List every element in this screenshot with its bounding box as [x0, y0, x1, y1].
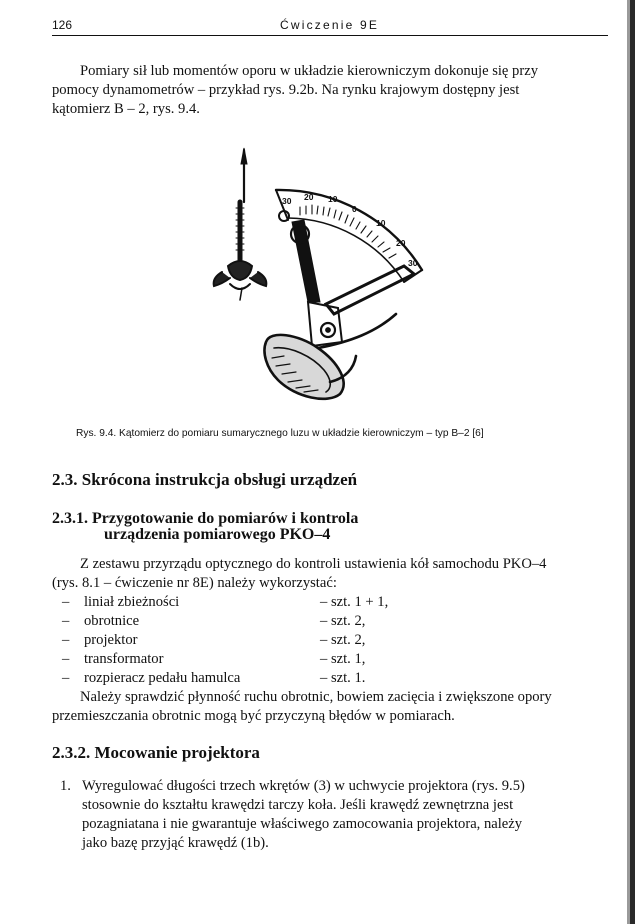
running-title: Ćwiczenie 9E	[280, 18, 380, 32]
section-heading-2-3-2: 2.3.2. Mocowanie projektora	[52, 743, 260, 762]
item-qty: – szt. 1 + 1,	[320, 594, 389, 610]
item-name: rozpieracz pedału hamulca	[84, 670, 241, 686]
figure-caption: Rys. 9.4. Kątomierz do pomiaru sumarycznego luzu w układzie kierowniczym – typ B–2 [6]	[76, 428, 484, 439]
equipment-outro-line: przemieszczania obrotnic mogą być przyczyną błędów w pomiarach.	[52, 708, 455, 724]
item-qty: – szt. 1,	[320, 651, 366, 667]
step-line: jako bazę przyjąć krawędź (1b).	[82, 835, 269, 851]
equipment-intro-line: (rys. 8.1 – ćwiczenie nr 8E) należy wykorzystać:	[52, 575, 337, 591]
list-item	[62, 631, 512, 650]
equipment-list	[62, 593, 512, 688]
scale-label: 30	[408, 258, 418, 268]
equipment-intro	[52, 555, 624, 593]
item-name: liniał zbieżności	[84, 594, 180, 610]
list-item	[62, 593, 512, 612]
clamp-jaws	[214, 261, 267, 286]
page-number: 126	[52, 18, 73, 32]
step-number: 1.	[60, 778, 71, 794]
list-item	[62, 650, 512, 669]
running-header	[52, 18, 604, 36]
section-heading-2-3: 2.3. Skrócona instrukcja obsługi urządzeń	[52, 470, 358, 489]
arm-right	[326, 266, 414, 314]
item-qty: – szt. 2,	[320, 632, 366, 648]
item-name: obrotnice	[84, 613, 140, 629]
equipment-intro-line: Z zestawu przyrządu optycznego do kontroli ustawienia kół samochodu PKO–4	[80, 556, 547, 572]
clamp-lower	[230, 284, 250, 289]
item-name: projektor	[84, 632, 138, 648]
hub-bolt-center	[326, 328, 331, 333]
scale-label: 10	[376, 218, 386, 228]
scale-label: 10	[328, 194, 338, 204]
intro-line: Pomiary sił lub momentów oporu w układzie kierowniczym dokonuje się przy	[80, 63, 538, 79]
equipment-outro-line: Należy sprawdzić płynność ruchu obrotnic, bowiem zacięcia i zwiększone opory	[80, 689, 552, 705]
scale-label: 0	[352, 204, 357, 214]
list-dash: –	[62, 632, 70, 648]
scale-label: 20	[396, 238, 406, 248]
arm-left	[292, 220, 320, 302]
header-rule	[52, 35, 608, 36]
item-qty: – szt. 1.	[320, 670, 366, 686]
step-line: Wyregulować długości trzech wkrętów (3) w uchwycie projektora (rys. 9.5)	[82, 778, 525, 794]
intro-paragraph	[52, 62, 622, 119]
scale-label: 30	[282, 196, 292, 206]
equipment-outro	[52, 688, 624, 726]
protractor-figure	[200, 142, 430, 412]
list-dash: –	[62, 670, 70, 686]
step-line: stosownie do kształtu krawędzi tarczy koła. Jeśli krawędź zewnętrzna jest	[82, 797, 514, 813]
step-line: pozagniatana i nie gwarantuje właściwego zamocowania projektora, należy	[82, 816, 523, 832]
section-heading-2-3-1: 2.3.1. Przygotowanie do pomiarów i kontrola	[52, 510, 359, 527]
section-heading-2-3-1-line2: urządzenia pomiarowego PKO–4	[104, 526, 331, 543]
intro-line: pomocy dynamometrów – przykład rys. 9.2b. Na rynku krajowym dostępny jest	[52, 82, 520, 98]
list-item	[62, 669, 512, 688]
item-name: transformator	[84, 651, 164, 667]
list-dash: –	[62, 651, 70, 667]
item-qty: – szt. 2,	[320, 613, 366, 629]
scale-label: 20	[304, 192, 314, 202]
list-dash: –	[62, 594, 70, 610]
list-item	[62, 612, 512, 631]
intro-line: kątomierz B – 2, rys. 9.4.	[52, 101, 200, 117]
page-edge	[630, 0, 635, 924]
step-text	[82, 777, 620, 853]
rod-tip	[241, 148, 247, 164]
list-dash: –	[62, 613, 70, 629]
